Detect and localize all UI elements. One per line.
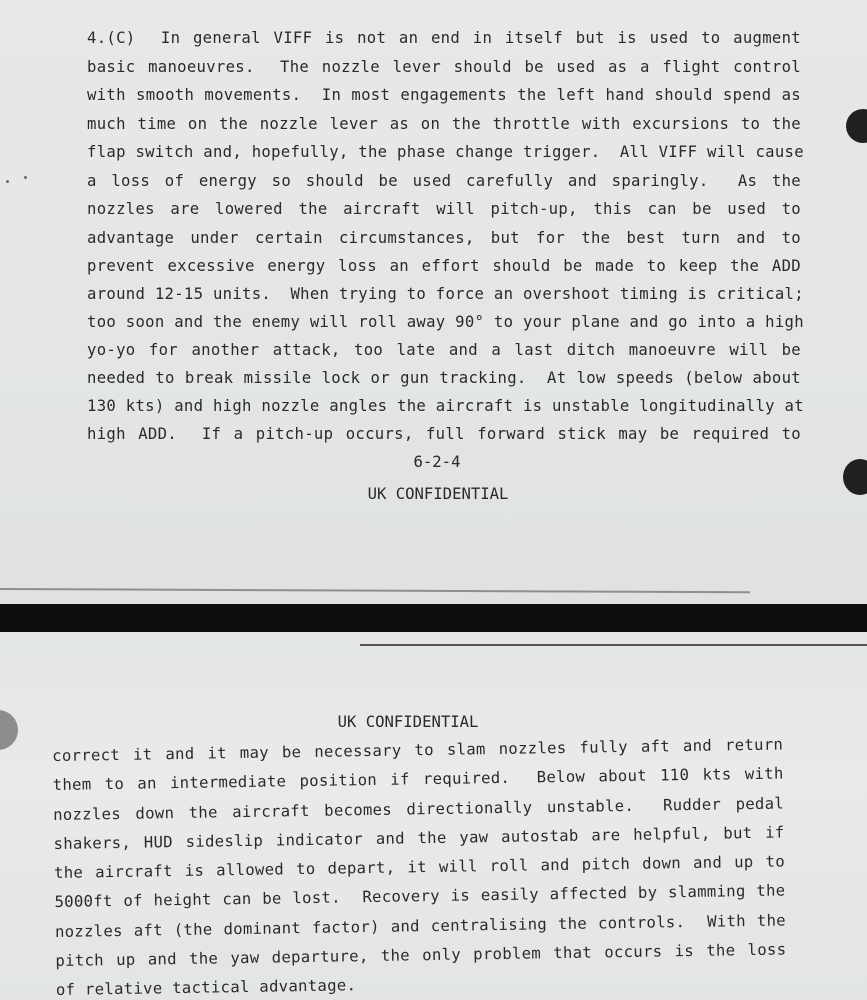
bottom-page [0,632,867,1000]
top-text-line: around 12-15 units. When trying to force an overshoot timing is critical; [87,285,804,303]
top-text-line: yo-yo for another attack, too late and a last ditch manoeuvre will be [87,341,801,359]
page-number: 6-2-4 [413,453,461,471]
bottom-text-line: them to an intermediate position if required. Below about 110 kts with [52,764,784,795]
top-text-line: 4.(C) In general VIFF is not an end in itself but is used to augment [87,29,801,47]
paper-speck [24,176,27,179]
bottom-classification-header: UK CONFIDENTIAL [337,713,479,731]
top-text-line: 130 kts) and high nozzle angles the aircraft is unstable longitudinally at [87,397,804,415]
top-text-line: with smooth movements. In most engagements the left hand should spend as [87,86,801,104]
top-text-line: basic manoeuvres. The nozzle lever should be used as a flight control [87,58,801,76]
bottom-text-line: the aircraft is allowed to depart, it will roll and pitch down and up to [53,852,786,883]
top-text-line: prevent excessive energy loss an effort should be made to keep the ADD [87,257,801,275]
paper-speck [6,180,9,183]
bottom-text-line: 5000ft of height can be lost. Recovery is easily affected by slamming the [54,881,786,912]
top-text-line: much time on the nozzle lever as on the throttle with excursions to the [87,115,801,133]
page-top-edge-rule [360,644,867,646]
bottom-text-line: pitch up and the yaw departure, the only problem that occurs is the loss [55,940,787,971]
bottom-text-line: nozzles down the aircraft becomes directionally unstable. Rudder pedal [52,794,785,824]
bottom-text-line: correct it and it may be necessary to slam nozzles fully aft and return [52,735,784,765]
scan-gap-band [0,604,867,632]
top-text-line: too soon and the enemy will roll away 90° to your plane and go into a high [87,313,804,331]
bottom-text-line: of relative tactical advantage. [55,976,357,1000]
top-text-line: nozzles are lowered the aircraft will pitch-up, this can be used to [87,200,801,218]
top-text-line: a loss of energy so should be used carefully and sparingly. As the [87,172,801,190]
top-classification-footer: UK CONFIDENTIAL [367,485,509,503]
page-bottom-edge-rule [0,588,750,593]
top-text-line: high ADD. If a pitch-up occurs, full forward stick may be required to [87,425,801,443]
binder-punch-hole [0,710,18,750]
bottom-text-line: nozzles aft (the dominant factor) and centralising the controls. With the [54,911,787,941]
binder-punch-hole [843,459,867,495]
top-text-line: flap switch and, hopefully, the phase change trigger. All VIFF will cause [87,143,804,161]
binder-punch-hole [846,109,867,143]
bottom-text-block [52,731,787,1000]
top-text-line: advantage under certain circumstances, but for the best turn and to [87,229,801,247]
bottom-text-line: shakers, HUD sideslip indicator and the yaw autostab are helpful, but if [53,823,785,853]
top-text-line: needed to break missile lock or gun tracking. At low speeds (below about [87,369,801,387]
